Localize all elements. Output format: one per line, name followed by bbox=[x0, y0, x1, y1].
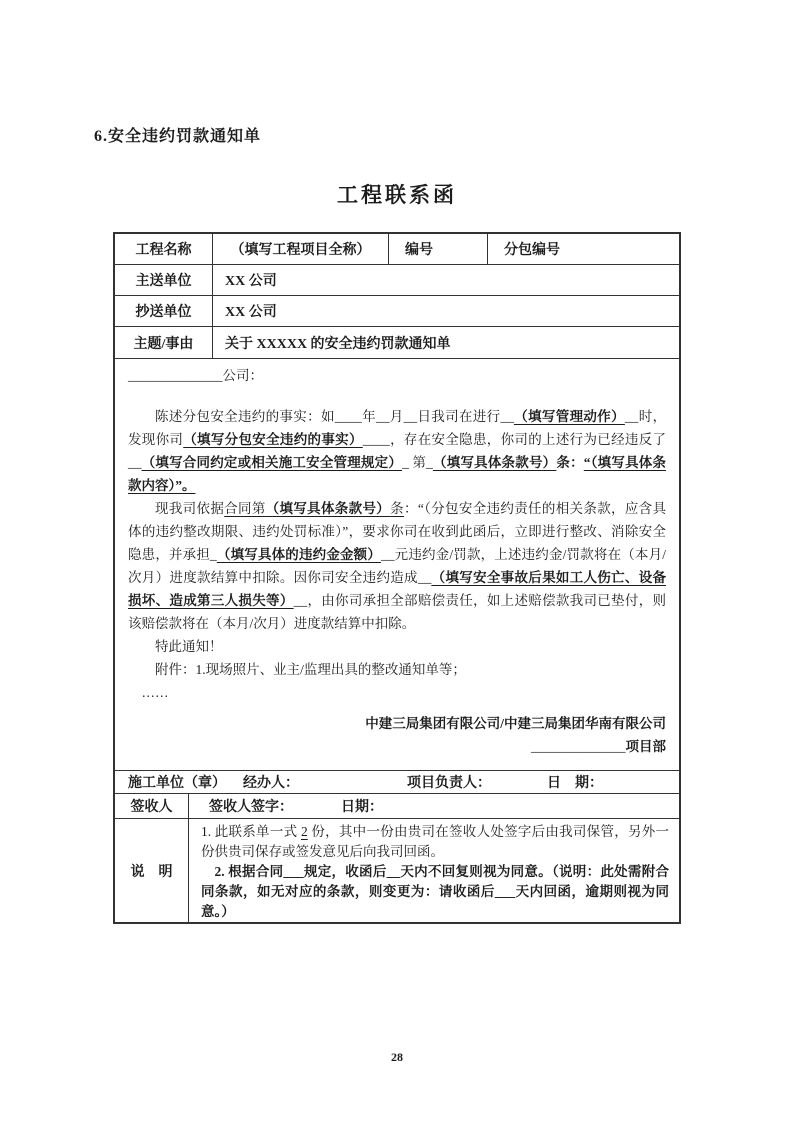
text-segment: __ bbox=[293, 593, 308, 608]
notes-content bbox=[188, 819, 679, 922]
text-segment: ___ bbox=[494, 884, 516, 899]
text-segment: 项目部 bbox=[625, 739, 666, 754]
text-segment: （填写安全事故后果如工人伤亡、设备损坏、造成第三人损失等） bbox=[128, 570, 667, 608]
text-segment: 规定，收函后 bbox=[303, 864, 387, 879]
text-segment: __ bbox=[386, 864, 401, 879]
project-manager-label: 项目负责人： bbox=[407, 776, 491, 791]
text-segment: __ bbox=[375, 409, 390, 424]
text-segment: _ bbox=[426, 455, 433, 470]
text-segment: 1. 此联系单一式 bbox=[201, 824, 301, 839]
text-segment: ，存在安全隐患，你司的上述行为已经违反了 bbox=[389, 432, 667, 447]
text-segment: 附件：1.现场照片、业主/监理出具的整改通知单等； bbox=[155, 662, 466, 677]
text-segment: （填写具体条款号） bbox=[265, 501, 391, 516]
body-paragraph-6 bbox=[128, 658, 666, 681]
text-segment: 天内不回复则视为同意。（说明：此处需附合同条款，如无对应的条款，则变更为：请收函后 bbox=[201, 864, 669, 899]
cc-recipient-label: 抄送单位 bbox=[135, 305, 192, 320]
text-segment: （填写分包安全违约的事实） bbox=[183, 432, 363, 447]
text-segment: __ bbox=[128, 455, 142, 470]
text-segment: 日我司在进行 bbox=[417, 409, 501, 424]
text-segment: 中建三局集团有限公司/中建三局集团华南有限公司 bbox=[365, 716, 666, 731]
subject-label: 主题/事由 bbox=[133, 336, 194, 352]
text-segment: ：“（分包安全违约责任的相关条款，应含具体的违约整改期限、违约处罚标准）”，要求你司在收到此函后，立即进行整改、消除安全隐患，并承担 bbox=[128, 501, 667, 562]
cc-recipient-row bbox=[115, 295, 679, 326]
body-paragraph-8 bbox=[128, 712, 666, 735]
text-segment: ____ bbox=[334, 409, 362, 424]
text-segment: （填写具体条款号） bbox=[432, 455, 557, 470]
text-segment: 时，发现你司 bbox=[128, 409, 667, 447]
construction-unit-label: 施工单位（章） bbox=[128, 776, 226, 791]
project-name-label: 工程名称 bbox=[135, 243, 192, 258]
text-segment: 月 bbox=[389, 409, 404, 424]
letter-body bbox=[115, 359, 679, 770]
handler-label: 经办人： bbox=[243, 776, 299, 791]
note-paragraph-2 bbox=[201, 862, 669, 922]
text-segment: __ bbox=[417, 570, 432, 585]
main-recipient-value: XX 公司 bbox=[212, 265, 679, 295]
main-recipient-row bbox=[115, 264, 679, 295]
body-paragraph-5 bbox=[128, 635, 666, 658]
project-info-row bbox=[115, 234, 679, 264]
receiver-signature-label: 签收人签字： bbox=[209, 800, 293, 815]
text-segment: …… bbox=[141, 685, 169, 700]
letter-body-row bbox=[115, 358, 679, 770]
receiver-sign-cell bbox=[188, 794, 679, 818]
section-heading: 6.安全违约罚款通知单 bbox=[94, 128, 262, 145]
contact-letter-table bbox=[113, 232, 681, 924]
text-segment: _ bbox=[402, 455, 409, 470]
body-paragraph-3 bbox=[128, 405, 666, 497]
cc-recipient-value: XX 公司 bbox=[212, 296, 679, 326]
text-segment: 合同第 bbox=[224, 501, 266, 516]
text-segment: ，由你司承担全部赔偿责任，如上述赔偿款我司已垫付，则该赔偿款将在（本月/次月）进度款结算中扣除。 bbox=[128, 593, 667, 631]
date-label: 日 期： bbox=[547, 776, 603, 791]
text-segment: （填写管理动作） bbox=[513, 409, 625, 424]
receiver-label: 签收人 bbox=[130, 800, 173, 815]
letter-number-label: 编号 bbox=[388, 234, 487, 264]
body-paragraph-1 bbox=[128, 364, 666, 387]
text-segment: 公司： bbox=[222, 368, 263, 383]
text-segment: “（填写具体条款内容）”。 bbox=[128, 455, 666, 493]
main-recipient-label: 主送单位 bbox=[135, 274, 192, 289]
text-segment: __ bbox=[403, 409, 418, 424]
text-segment: 份，其中一份由贵司在签收人处签字后由我司保管，另外一份供贵司保存或签发意见后向我司回函。 bbox=[201, 824, 670, 859]
text-segment: _ bbox=[210, 547, 217, 562]
body-paragraph-9 bbox=[128, 735, 666, 758]
text-segment: ______________ bbox=[531, 739, 626, 754]
notes-label: 说 明 bbox=[130, 864, 173, 880]
text-segment: 特此通知！ bbox=[155, 639, 223, 654]
receiver-row bbox=[115, 793, 679, 818]
text-segment: 2 bbox=[301, 824, 308, 839]
text-segment: __ bbox=[500, 409, 514, 424]
text-segment: （填写具体的违约金金额） bbox=[216, 547, 381, 562]
text-segment: 天内回函，逾期则视为同意。） bbox=[201, 884, 670, 919]
body-paragraph-4 bbox=[128, 497, 666, 635]
text-segment: 条 bbox=[390, 501, 404, 516]
text-segment: 陈述分包安全违约的事实：如 bbox=[155, 409, 335, 424]
notes-row bbox=[115, 818, 679, 922]
text-segment: 条： bbox=[556, 455, 584, 470]
text-segment: ______________ bbox=[128, 368, 223, 383]
text-segment: 年 bbox=[361, 409, 376, 424]
body-paragraph-7 bbox=[128, 681, 666, 704]
receiver-date-label: 日期： bbox=[341, 800, 383, 815]
subcontract-number-label: 分包编号 bbox=[487, 234, 679, 264]
body-paragraph-2 bbox=[128, 387, 666, 405]
subject-row bbox=[115, 326, 679, 358]
subject-value: 关于 XXXXX 的安全违约罚款通知单 bbox=[212, 327, 679, 358]
text-segment: __ bbox=[381, 547, 395, 562]
text-segment: 元违约金/罚款，上述违约金/罚款将在（本月/次月）进度款结算中扣除。因你司安全违约造成 bbox=[128, 547, 666, 585]
construction-unit-row bbox=[115, 770, 679, 793]
text-segment: ___ bbox=[283, 864, 304, 879]
page-number: 28 bbox=[391, 1050, 403, 1064]
text-segment: 第 bbox=[408, 455, 427, 470]
text-segment: ____ bbox=[362, 432, 390, 447]
project-name-value: （填写工程项目全称） bbox=[212, 234, 388, 264]
text-segment: 2. 根据合同 bbox=[214, 864, 284, 879]
text-segment: __ bbox=[624, 409, 639, 424]
text-segment: 现我司依据 bbox=[155, 501, 225, 516]
note-paragraph-1 bbox=[201, 822, 669, 862]
form-title: 工程联系函 bbox=[337, 183, 457, 207]
text-segment: （填写合同约定或相关施工安全管理规定） bbox=[141, 455, 403, 470]
